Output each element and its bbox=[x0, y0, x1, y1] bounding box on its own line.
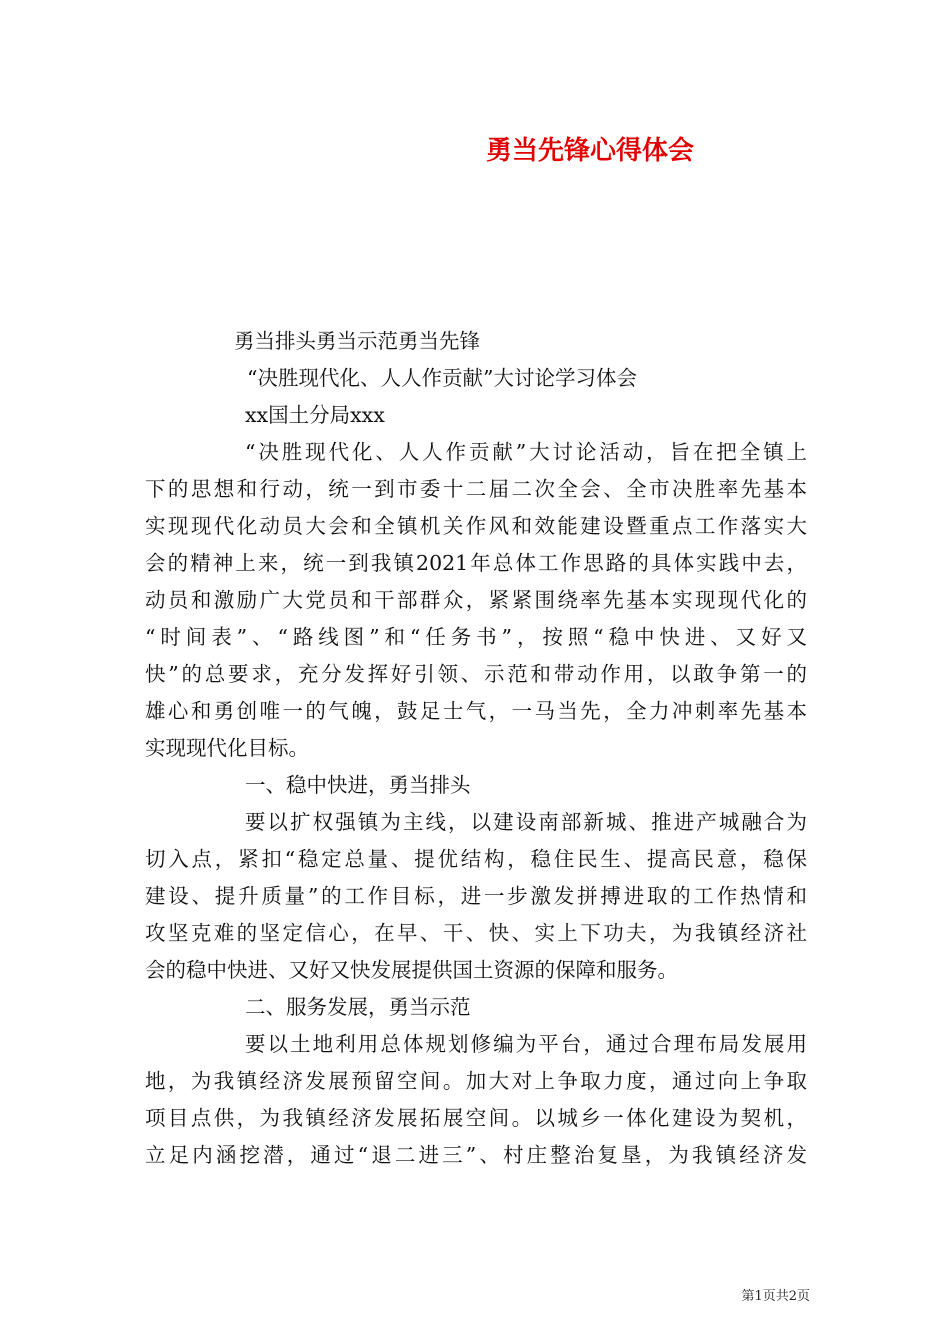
paragraph-2-line: 要以扩权强镇为主线，以建设南部新城、推进产城融合为 bbox=[245, 810, 807, 834]
paragraph-2-line: 攻坚克难的坚定信心，在早、干、快、实上下功夫，为我镇经济社 bbox=[145, 921, 807, 945]
page-number: 第1页共2页 bbox=[741, 1289, 810, 1304]
paragraph-3-line: 立足内涵挖潜，通过“退二进三”、村庄整治复垦，为我镇经济发 bbox=[145, 1143, 807, 1167]
paragraph-1-line: 会的精神上来，统一到我镇2021年总体工作思路的具体实践中去， bbox=[145, 551, 807, 575]
document-title: 勇当先锋心得体会 bbox=[485, 136, 694, 166]
paragraph-3-line: 项目点供，为我镇经济发展拓展空间。以城乡一体化建设为契机， bbox=[145, 1106, 807, 1130]
paragraph-1-line: 快”的总要求，充分发挥好引领、示范和带动作用，以敢争第一的 bbox=[145, 662, 807, 686]
paragraph-1-line: 动员和激励广大党员和干部群众，紧紧围绕率先基本实现现代化的 bbox=[145, 588, 807, 612]
author-line: xx国土分局xxx bbox=[245, 403, 385, 427]
paragraph-1-line: 雄心和勇创唯一的气魄，鼓足士气，一马当先，全力冲刺率先基本 bbox=[145, 699, 807, 723]
paragraph-2-line: 切入点，紧扣“稳定总量、提优结构，稳住民生、提高民意，稳保 bbox=[145, 847, 807, 871]
section-heading-2: 二、服务发展，勇当示范 bbox=[245, 995, 471, 1019]
subtitle-line-1: 勇当排头勇当示范勇当先锋 bbox=[234, 329, 480, 353]
paragraph-1-line: 实现现代化动员大会和全镇机关作风和效能建设暨重点工作落实大 bbox=[145, 514, 807, 538]
paragraph-1-line: 下的思想和行动，统一到市委十二届二次全会、全市决胜率先基本 bbox=[145, 477, 807, 501]
paragraph-1-line: “时间表”、“路线图”和“任务书”，按照“稳中快进、又好又 bbox=[145, 625, 807, 649]
paragraph-1-line: 实现现代化目标。 bbox=[145, 736, 309, 760]
paragraph-3-line: 要以土地利用总体规划修编为平台，通过合理布局发展用 bbox=[245, 1032, 807, 1056]
paragraph-2-line: 会的稳中快进、又好又快发展提供国土资源的保障和服务。 bbox=[145, 958, 678, 982]
paragraph-3-line: 地，为我镇经济发展预留空间。加大对上争取力度，通过向上争取 bbox=[145, 1069, 807, 1093]
section-heading-1: 一、稳中快进，勇当排头 bbox=[245, 773, 471, 797]
subtitle-line-2: “决胜现代化、人人作贡献”大讨论学习体会 bbox=[247, 366, 637, 390]
paragraph-1-line: “决胜现代化、人人作贡献”大讨论活动，旨在把全镇上 bbox=[245, 440, 807, 464]
paragraph-2-line: 建设、提升质量”的工作目标，进一步激发拼搏进取的工作热情和 bbox=[145, 884, 807, 908]
